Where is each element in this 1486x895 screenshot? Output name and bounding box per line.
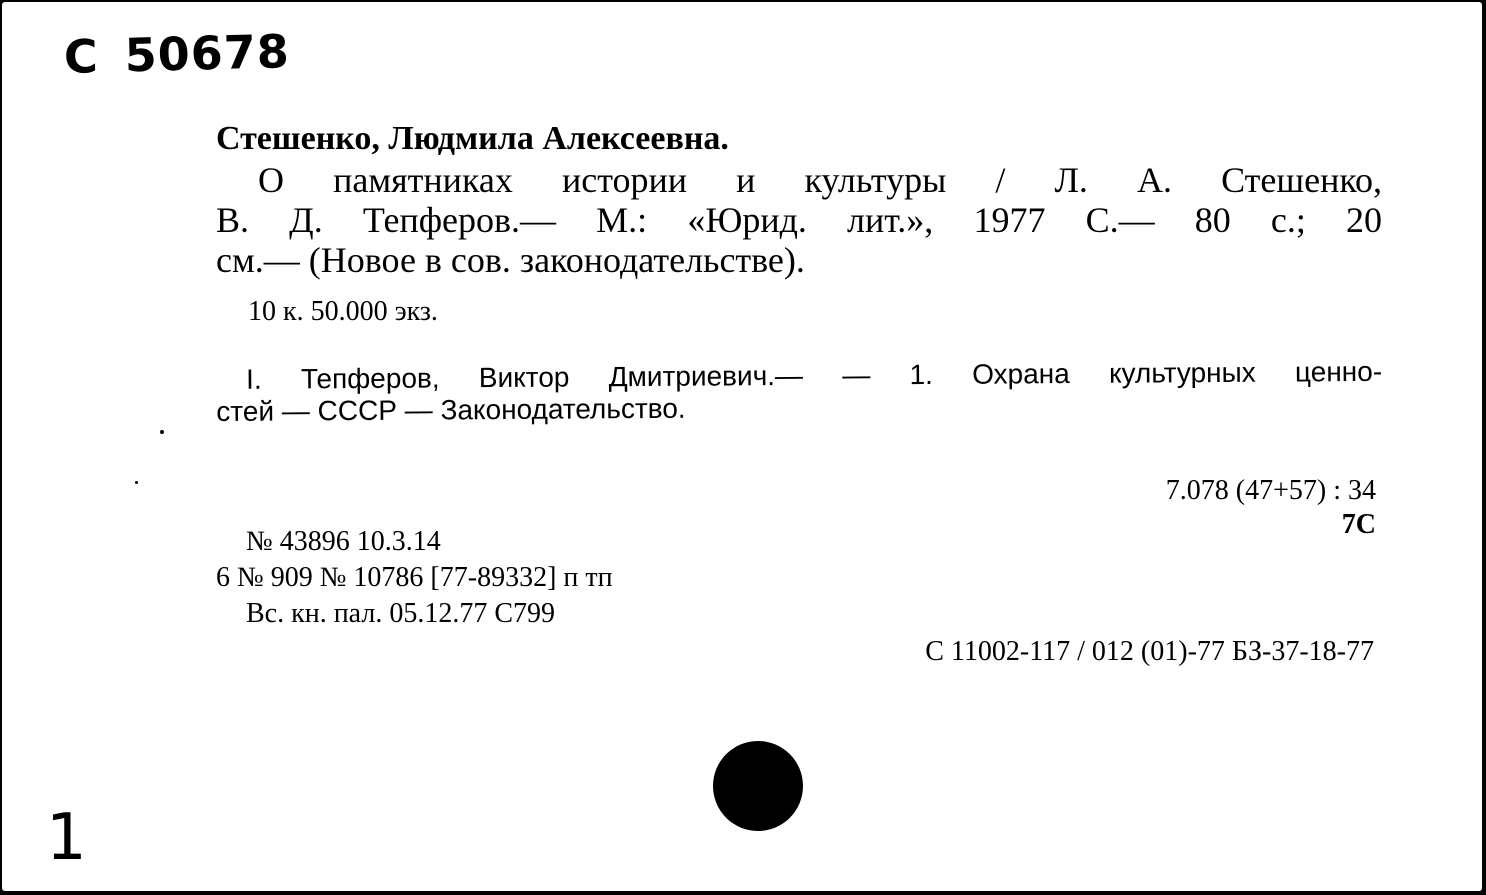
- classification-code: 7.078 (47+57) : 34: [1165, 475, 1376, 506]
- tracing-line: стей — СССР — Законодательство.: [216, 392, 686, 427]
- publisher-index: С 11002-117 / 012 (01)-77 БЗ-37-18-77: [925, 636, 1374, 667]
- classification-code-short: 7С: [1341, 509, 1376, 540]
- description-line: О памятниках истории и культуры / Л. А. Стешенко,: [258, 160, 1382, 200]
- handwritten-mark: 1: [46, 801, 87, 875]
- bibliographic-description: [216, 160, 1382, 280]
- stamp-number: 50678: [124, 24, 291, 83]
- author-heading: Стешенко, Людмила Алексеевна.: [216, 120, 729, 157]
- subject-tracing: [216, 356, 1382, 428]
- registration-line: № 43896 10.3.14: [246, 526, 441, 557]
- catalog-card: [2, 2, 1482, 891]
- registration-line: 6 № 909 № 10786 [77-89332] п тп: [216, 562, 613, 593]
- price-and-print-run: 10 к. 50.000 экз.: [248, 296, 438, 327]
- registration-line: Вс. кн. пал. 05.12.77 С799: [246, 598, 555, 629]
- classification-codes: [1166, 474, 1376, 542]
- stamp-prefix: С: [63, 29, 100, 84]
- registration-numbers: [216, 524, 613, 632]
- description-line: В. Д. Тепферов.— М.: «Юрид. лит.», 1977 С.— 80 с.; 20: [216, 200, 1382, 240]
- card-punch-hole: [713, 741, 803, 831]
- speck: [135, 481, 138, 484]
- description-line: см.— (Новое в сов. законодательстве).: [216, 240, 805, 280]
- card-stamp-number: [63, 24, 290, 84]
- tracing-line: I. Тепферов, Виктор Дмитриевич.— — 1. Охрана культурных ценно-: [245, 355, 1383, 395]
- speck: [160, 430, 164, 434]
